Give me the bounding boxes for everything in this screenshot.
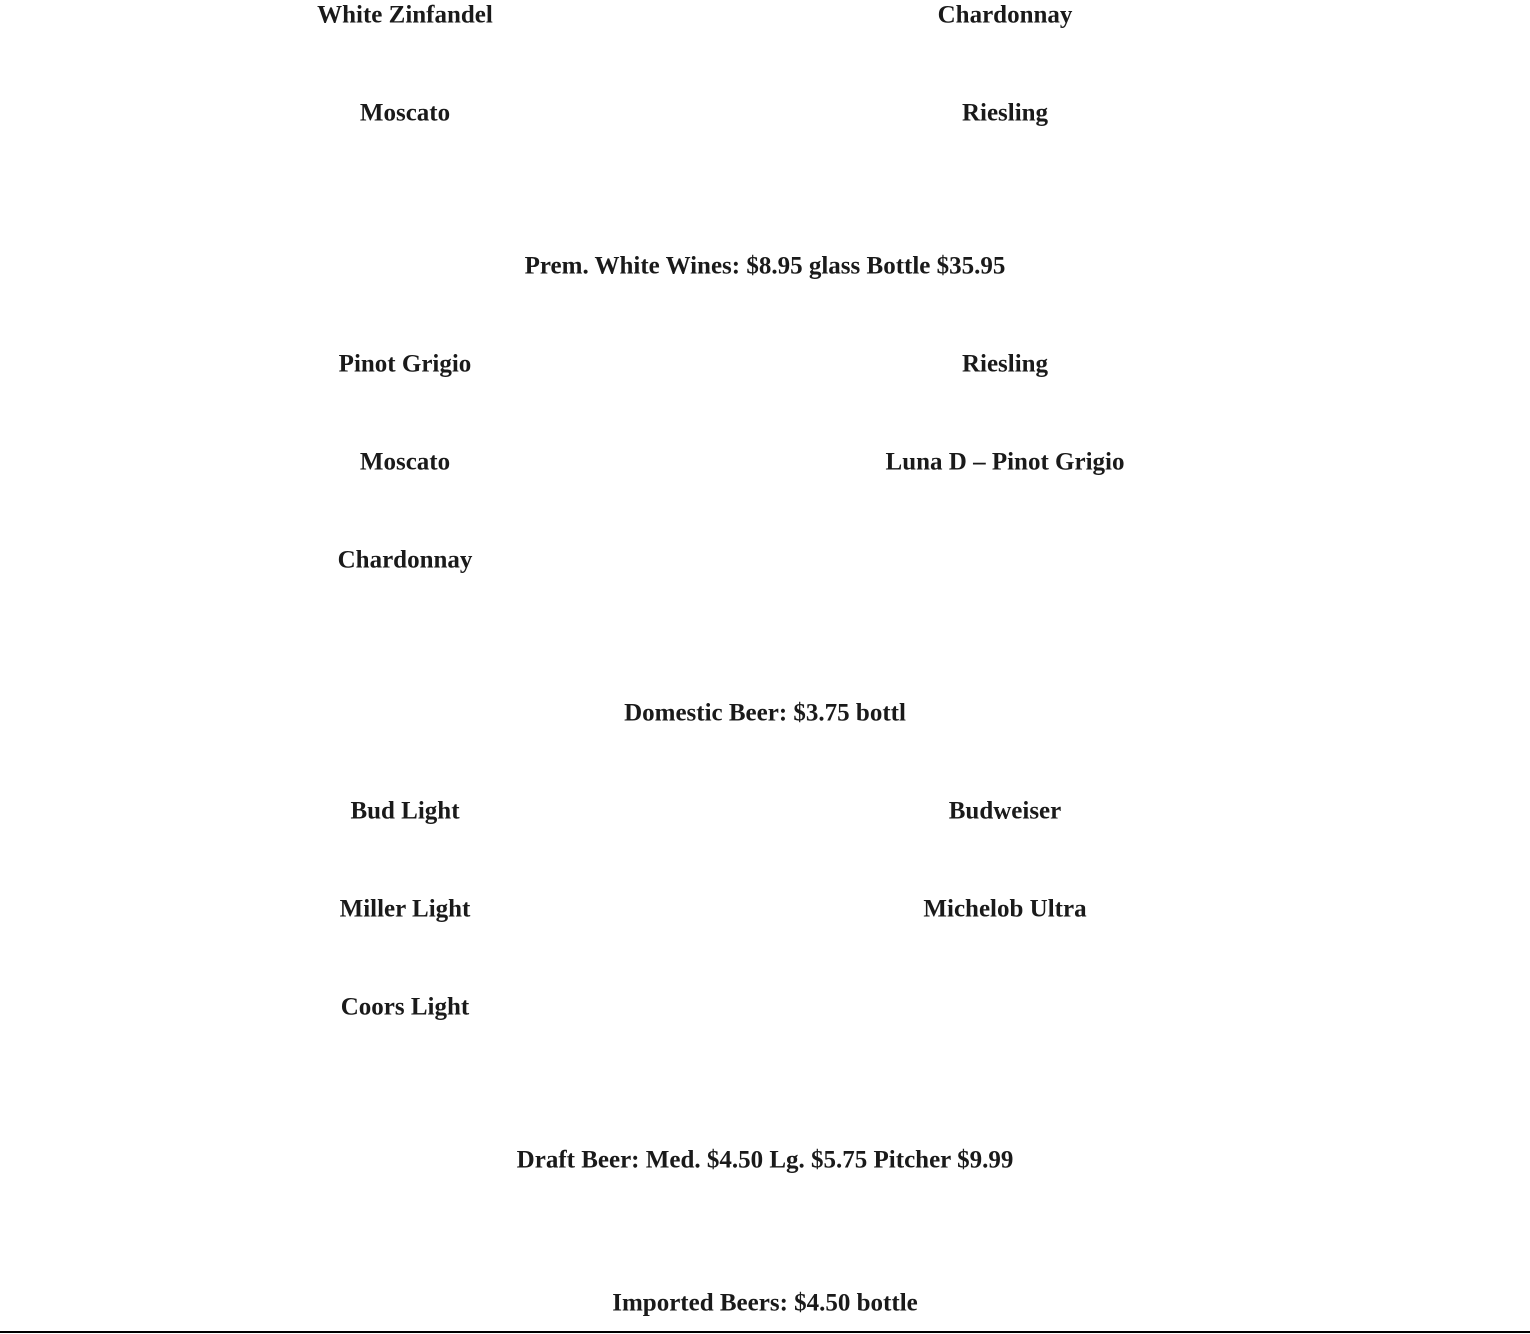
section-heading-domestic-beer: Domestic Beer: $3.75 bottl <box>624 699 906 727</box>
page-bottom-divider <box>0 1331 1530 1333</box>
menu-item-riesling: Riesling <box>961 350 1049 378</box>
menu-item-michelob-ultra: Michelob Ultra <box>923 895 1087 923</box>
section-heading-premium-white-wines: Prem. White Wines: $8.95 glass Bottle $35.95 <box>524 252 1006 280</box>
menu-item-riesling: Riesling <box>961 99 1049 127</box>
section-heading-draft-beer: Draft Beer: Med. $4.50 Lg. $5.75 Pitcher $9.99 <box>516 1146 1014 1174</box>
menu-item-pinot-grigio: Pinot Grigio <box>338 350 472 378</box>
menu-item-luna-d-pinot-grigio: Luna D – Pinot Grigio <box>885 448 1125 476</box>
menu-item-coors-light: Coors Light <box>340 993 470 1021</box>
menu-item-miller-light: Miller Light <box>339 895 471 923</box>
menu-item-bud-light: Bud Light <box>350 797 460 825</box>
section-heading-imported-beers: Imported Beers: $4.50 bottle <box>612 1289 918 1317</box>
menu-item-white-zinfandel: White Zinfandel <box>317 1 493 29</box>
menu-item-chardonnay: Chardonnay <box>337 546 473 574</box>
menu-item-moscato: Moscato <box>359 448 451 476</box>
menu-item-moscato: Moscato <box>359 99 451 127</box>
menu-item-budweiser: Budweiser <box>948 797 1062 825</box>
menu-item-chardonnay: Chardonnay <box>937 1 1073 29</box>
